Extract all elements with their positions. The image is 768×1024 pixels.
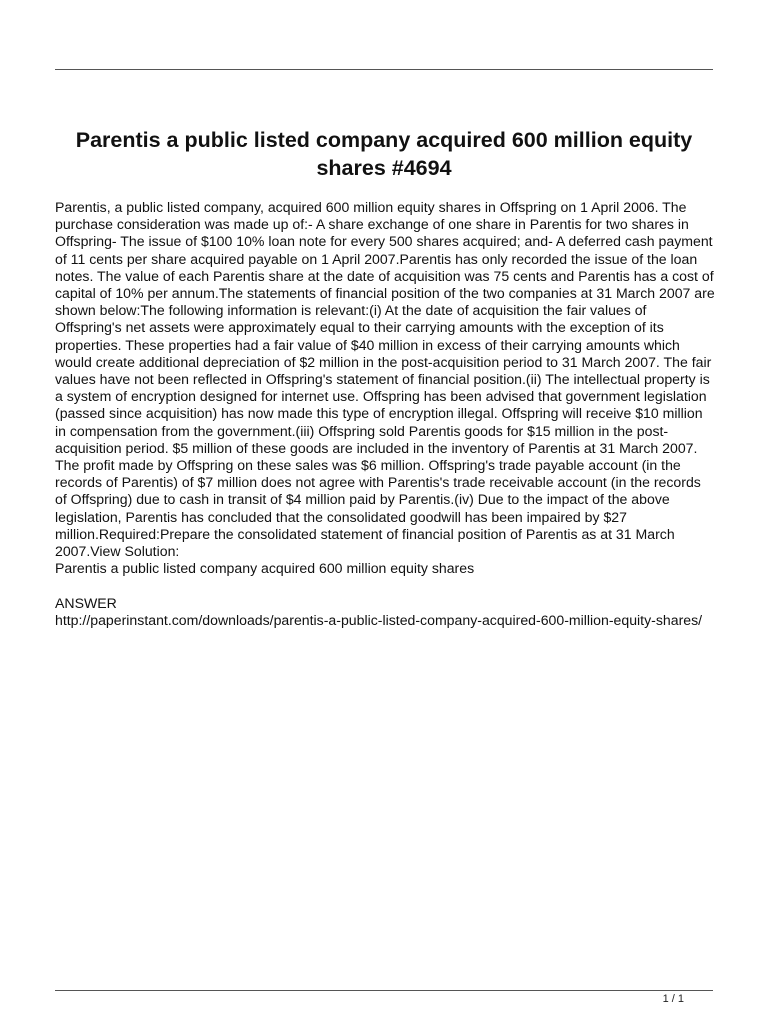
document-title: Parentis a public listed company acquired 600 million equity shares #4694	[75, 128, 693, 180]
answer-label: ANSWER	[55, 594, 117, 611]
page-number: 1 / 1	[662, 993, 684, 1005]
answer-link[interactable]: http://paperinstant.com/downloads/parentis-a-public-listed-company-acquired-600-million-equity-shares/	[55, 611, 703, 628]
top-divider	[55, 69, 713, 70]
document-body	[55, 199, 715, 629]
bottom-divider	[55, 990, 713, 991]
spacer	[55, 577, 715, 594]
repeat-title: Parentis a public listed company acquired 600 million equity shares	[55, 560, 475, 577]
body-paragraph: Parentis, a public listed company, acquired 600 million equity shares in Offspring on 1 April 2006. The purchase consideration was made up of:- A share exchange of one share in Parentis for two shares in Offspring- The issue of $100 10% loan note for every 500 shares acquired; and- A deferred cash payment of 11 cents per share acquired payable on 1 April 2007.Parentis has only recorded the issue of the loan notes. The value of each Parentis share at the date of acquisition was 75 cents and Parentis has a cost of capital of 10% per annum.The statements of financial position of the two companies at 31 March 2007 are shown below:The following information is relevant:(i) At the date of acquisition the fair values of Offspring's net assets were approximately equal to their carrying amounts with the exception of its properties. These properties had a fair value of $40 million in excess of their carrying amounts which would create additional depreciation of $2 million in the post-acquisition period to 31 March 2007. The fair values have not been reflected in Offspring's statement of financial position.(ii) The intellectual property is a system of encryption designed for internet use. Offspring has been advised that government legislation (passed since acquisition) has now made this type of encryption illegal. Offspring will receive $10 million in compensation from the government.(iii) Offspring sold Parentis goods for $15 million in the post-acquisition period. $5 million of these goods are included in the inventory of Parentis at 31 March 2007. The profit made by Offspring on these sales was $6 million. Offspring's trade payable account (in the records of Parentis) of $7 million does not agree with Parentis's trade receivable account (in the records of Offspring) due to cash in transit of $4 million paid by Parentis.(iv) Due to the impact of the above legislation, Parentis has concluded that the consolidated goodwill has been impaired by $27 million.Required:Prepare the consolidated statement of financial position of Parentis as at 31 March 2007.View Solution:	[55, 199, 715, 560]
